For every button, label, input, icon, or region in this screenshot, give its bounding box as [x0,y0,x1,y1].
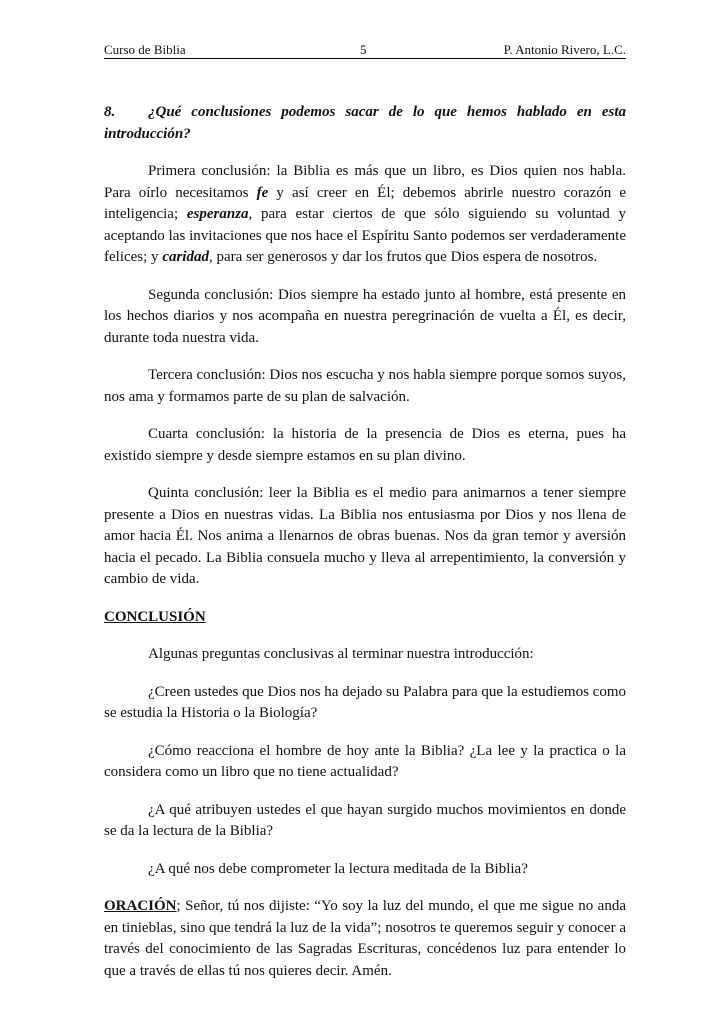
paragraph-fourth-conclusion: Cuarta conclusión: la historia de la presencia de Dios es eterna, pues ha existido siempre y desde siempre estamos en su plan divino. [104,426,626,464]
paragraph-third-conclusion: Tercera conclusión: Dios nos escucha y nos habla siempre porque somos suyos, nos ama y formamos parte de su plan de salvación. [104,367,627,405]
question-heading [104,102,626,145]
conclusion-question-4: ¿A qué nos debe comprometer la lectura meditada de la Biblia? [148,860,528,877]
conclusion-question-2: ¿Cómo reacciona el hombre de hoy ante la Biblia? ¿La lee y la practica o la considera como un libro que no tiene actualidad? [104,742,626,780]
paragraph-first-conclusion [104,161,626,269]
text-run: Primera conclusión: la Biblia es más que un libro, es Dios quien nos habla. Para oírlo necesitamos [104,163,626,201]
prayer-heading: ORACIÓN [104,898,177,914]
paragraph-fifth-conclusion: Quinta conclusión: leer la Biblia es el medio para animarnos a tener siempre presente a Dios en nuestras vidas. La Biblia nos entusiasma por Dios y nos llena de amor hacia Él. Nos anima a llenarnos de obras buenas. Nos da gran temor y aversión hacia el pecado. La Biblia consuela mucho y lleva al arrepentimiento, la conversión y cambio de vida. [104,485,626,587]
prayer-paragraph [104,896,626,982]
conclusion-intro: Algunas preguntas conclusivas al terminar nuestra introducción: [148,646,534,662]
text-run: y así creer en Él; debemos abrirle nuestro corazón e inteligencia; [104,184,627,222]
header-course-title: Curso de Biblia [104,42,186,57]
question-number: 8. [104,104,116,120]
question-text: ¿Qué conclusiones podemos sacar de lo que hemos hablado en esta introducción? [104,104,626,142]
text-run: , para estar ciertos de que sólo siguiendo su voluntad y aceptando las invitaciones que nos hace el Espíritu Santo podemos ser verdaderamente felices; y [104,206,627,265]
page-body [104,102,626,998]
header-author: P. Antonio Rivero, L.C. [503,42,626,57]
conclusion-question-3: ¿A qué atribuyen ustedes el que hayan surgido muchos movimientos en donde se da la lectura de la Biblia? [104,801,626,839]
emphasis-caridad: caridad [162,249,209,265]
page-header [104,36,626,59]
emphasis-fe: fe [256,184,269,201]
emphasis-esperanza: esperanza [186,206,249,222]
prayer-text: ; Señor, tú nos dijiste: “Yo soy la luz del mundo, el que me sigue no anda en tinieblas, sino que tendrá la luz de la vida”; nosotros te queremos seguir y conocer a través del conocimiento de las Sagradas Escrituras, concédenos luz para entender lo que a través de ellas tú nos quieres decir. Amén. [104,898,626,979]
text-run: , para ser generosos y dar los frutos que Dios espera de nosotros. [208,249,598,265]
paragraph-second-conclusion: Segunda conclusión: Dios siempre ha estado junto al hombre, está presente en los hechos diarios y nos acompaña en nuestra peregrinación de vuelta a Él, es decir, durante toda nuestra vida. [104,286,626,346]
conclusion-heading: CONCLUSIÓN [104,608,206,625]
conclusion-question-1: ¿Creen ustedes que Dios nos ha dejado su Palabra para que la estudiemos como se estudia la Historia o la Biología? [104,683,626,721]
header-page-number: 5 [360,42,367,57]
